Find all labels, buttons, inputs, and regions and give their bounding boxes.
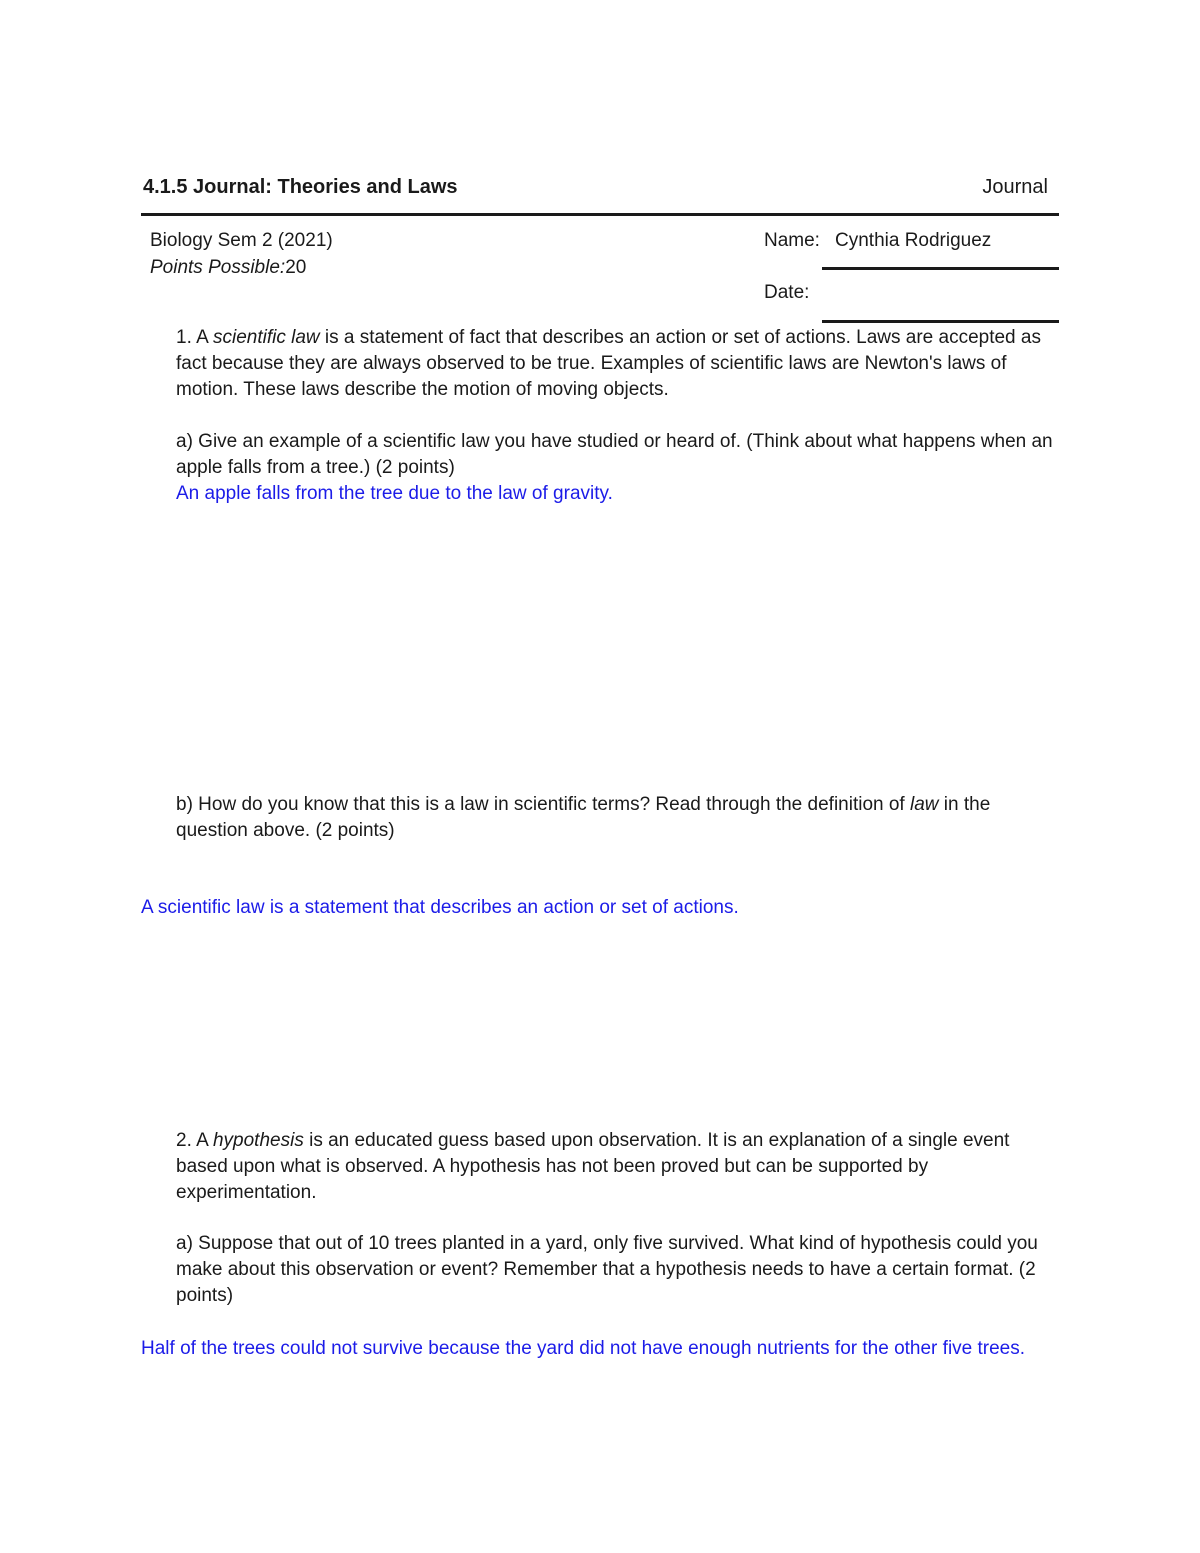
question-1b xyxy=(176,792,1056,844)
answer-2a[interactable]: Half of the trees could not survive because the yard did not have enough nutrients for the other five trees. xyxy=(141,1338,1026,1359)
q2-term: hypothesis xyxy=(212,1130,304,1151)
q1-term: scientific law xyxy=(212,327,320,348)
answer-1b[interactable]: A scientific law is a statement that describes an action or set of actions. xyxy=(141,897,739,918)
question-1a: a) Give an example of a scientific law you have studied or heard of. (Think about what happens when an apple falls from a tree.) (2 points) xyxy=(176,431,1053,478)
name-underline xyxy=(822,267,1059,270)
question-1 xyxy=(176,325,1056,403)
date-underline xyxy=(822,320,1059,323)
header-divider xyxy=(141,213,1059,216)
answer-1a[interactable]: An apple falls from the tree due to the law of gravity. xyxy=(176,483,613,504)
points-possible xyxy=(150,257,306,279)
q1-text: is a statement of fact that describes an action or set of actions. Laws are accepted as fact because they are always observed to be true. Examples of scientific laws are Newton's laws of motion. These laws describe the motion of moving objects. xyxy=(176,327,1041,400)
q1b-prefix: b) How do you know that this is a law in scientific terms? Read through the definition of xyxy=(176,794,910,815)
question-2a: a) Suppose that out of 10 trees planted in a yard, only five survived. What kind of hypothesis could you make about this observation or event? Remember that a hypothesis needs to have a certain format. (2 points) xyxy=(176,1233,1038,1306)
q1-prefix: 1. A xyxy=(176,327,213,348)
q2-text: is an educated guess based upon observation. It is an explanation of a single event based upon what is observed. A hypothesis has not been proved but can be supported by experimentation. xyxy=(176,1130,1010,1203)
question-2 xyxy=(176,1128,1056,1206)
date-label: Date: xyxy=(764,282,810,303)
name-field[interactable]: Cynthia Rodriguez xyxy=(835,230,992,251)
name-label: Name: xyxy=(764,230,820,251)
q1b-term: law xyxy=(910,794,939,815)
points-value: 20 xyxy=(285,257,307,278)
course-name: Biology Sem 2 (2021) xyxy=(150,230,333,251)
page-title: 4.1.5 Journal: Theories and Laws xyxy=(143,176,458,198)
q1b-suffix: in the question above. (2 points) xyxy=(176,794,991,841)
assignment-type: Journal xyxy=(982,176,1048,198)
points-label: Points Possible: xyxy=(150,257,286,278)
q2-prefix: 2. A xyxy=(176,1130,213,1151)
